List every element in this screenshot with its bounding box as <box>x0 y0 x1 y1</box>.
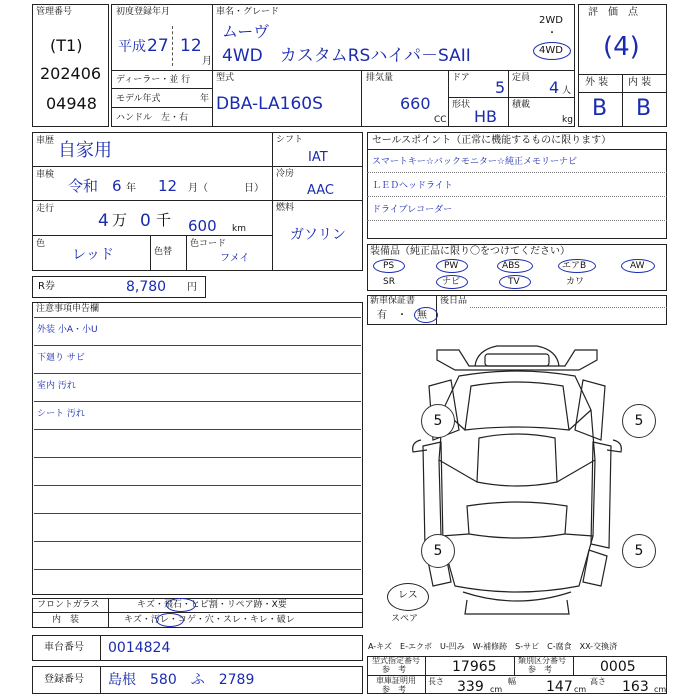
shift-value: IAT <box>308 150 328 165</box>
glass-text: キズ・飛石・ヒビ割・リペア跡・X要 <box>137 600 287 610</box>
model-year-label: モデル年式 <box>116 94 161 104</box>
sales-line-2: ＬＥＤヘッドライト <box>372 181 453 191</box>
kanri-value3: 04948 <box>46 94 97 113</box>
width-value: 147 <box>546 679 573 695</box>
shaken-label: 車検 <box>36 170 55 180</box>
rken-label: R券 <box>38 281 55 292</box>
soko-sen-unit: 千 <box>156 211 172 229</box>
nenryo-value: ガソリン <box>290 227 346 243</box>
drive-2wd: 2WD <box>539 15 563 26</box>
length-value: 339 <box>457 679 484 695</box>
handle-label: ハンドル 左・右 <box>116 113 189 123</box>
notes-box <box>32 302 363 595</box>
shodo-month: 12 <box>180 36 202 56</box>
color-value: レッド <box>72 247 114 263</box>
shaken-day-unit: 日） <box>244 183 264 194</box>
height-unit: cm <box>654 685 667 694</box>
haiki-label: 排気量 <box>366 73 394 83</box>
keijo-value: HB <box>474 107 498 126</box>
reibou-value: AAC <box>307 183 334 198</box>
hyoka-value: (4) <box>603 32 640 62</box>
colorcode-label: 色コード <box>190 239 227 249</box>
door-value: 5 <box>495 78 506 97</box>
hiseki-circle <box>166 598 196 612</box>
height-value: 163 <box>622 679 649 695</box>
ato-label: 後日品 <box>440 296 468 306</box>
kanri-value1: (T1) <box>50 36 83 55</box>
shaken-era: 令和 <box>68 177 99 195</box>
soko-man-unit: 万 <box>112 211 128 229</box>
soko-km: km <box>232 224 246 234</box>
soko-sen: 0 <box>140 211 151 231</box>
shaken-month-unit: 月（ <box>188 183 208 194</box>
chassis-label: 車台番号 <box>44 642 84 653</box>
category-value: 0005 <box>600 659 636 675</box>
sales-line-3: ドライブレコーダー <box>372 205 453 215</box>
shaken-year: 6 <box>112 177 122 195</box>
color-label: 色 <box>36 239 46 249</box>
kanri-value2: 202406 <box>40 64 102 83</box>
equip-aw: AW <box>630 261 645 271</box>
equip-kawa: カワ <box>566 277 585 287</box>
shareki-value: 自家用 <box>58 140 112 161</box>
haiki-value: 660 <box>400 94 431 113</box>
reg-label: 登録番号 <box>44 674 84 685</box>
width-unit: cm <box>574 685 587 694</box>
warranty-nashi-circle <box>414 307 438 323</box>
colorcode-value: フメイ <box>220 253 250 264</box>
chassis-value: 0014824 <box>108 640 171 656</box>
notes-line-2: 下廻り サビ <box>37 353 85 363</box>
notes-line-4: シート 汚れ <box>37 409 85 419</box>
height-label: 高さ <box>590 677 606 686</box>
teiin-unit: 人 <box>562 86 572 96</box>
naiso-label: 内 装 <box>628 77 652 88</box>
spare-label: スペア <box>391 614 419 624</box>
warranty-label: 新車保証書 <box>370 296 416 306</box>
interior-label: 内 装 <box>52 615 80 625</box>
gaiso-label: 外 装 <box>585 77 609 88</box>
model-spec-value: 17965 <box>452 659 497 675</box>
length-label: 長さ <box>428 677 444 686</box>
shodo-era: 平成 <box>118 39 146 55</box>
width-label: 幅 <box>508 677 516 686</box>
reg-value: 島根 580 ふ 2789 <box>108 672 255 688</box>
sales-line-1: スマートキー☆バックモニター☆純正メモリーナビ <box>372 157 577 167</box>
shodo-year: 27 <box>147 36 169 56</box>
model-year-unit: 年 <box>200 94 210 104</box>
rken-value: 8,780 <box>126 279 167 295</box>
car-grade: 4WD カスタムRSハイパ－SAII <box>222 46 471 66</box>
equip-navi: ナビ <box>442 277 461 287</box>
model-spec-label: 型式指定番号 <box>372 656 420 665</box>
teiin-label: 定員 <box>512 73 531 83</box>
equip-tv: TV <box>508 277 520 287</box>
drive-dot: ・ <box>547 28 557 39</box>
warranty-value: 有 ・ 無 <box>377 310 427 321</box>
teiin-value: 4 <box>549 78 560 97</box>
naiso-value: B <box>636 96 652 121</box>
spare-mark: レス <box>398 590 418 601</box>
glass-label: フロントガラス <box>37 600 100 610</box>
equip-airbag: エアB <box>562 261 587 271</box>
notes-line-1: 外装 小A・小U <box>37 325 98 335</box>
dealer-label: ディーラー・並 行 <box>116 75 191 85</box>
sales-title: セールスポイント（正常に機能するものに限ります） <box>372 135 612 146</box>
equip-pw: PW <box>444 261 459 271</box>
model-spec-sub: 参 考 <box>382 665 406 674</box>
shodo-label: 初度登録年月 <box>116 7 171 17</box>
hyoka-label: 評 価 点 <box>588 7 638 18</box>
sekisai-unit: kg <box>562 115 573 125</box>
drive-4wd: 4WD <box>539 45 563 56</box>
cert-label: 車庫証明用 <box>376 676 416 685</box>
irogae-label: 色替 <box>154 247 173 257</box>
yogore-circle <box>156 613 184 627</box>
damage-mark-fl: 5 <box>421 404 455 438</box>
keijo-label: 形状 <box>452 100 471 110</box>
damage-legend: A-キズ E-エクボ U-凹み W-補修跡 S-サビ C-腐食 XX-交換済 <box>368 642 618 651</box>
rken-box <box>32 276 206 298</box>
door-label: ドア <box>452 73 470 83</box>
kanri-label: 管理番号 <box>36 7 73 17</box>
sekisai-label: 積載 <box>512 100 531 110</box>
equip-ps: PS <box>383 261 395 271</box>
notes-title: 注意事項申告欄 <box>36 304 100 314</box>
rken-unit: 円 <box>187 282 197 293</box>
shareki-label: 車歴 <box>36 136 55 146</box>
soko-hyaku: 600 <box>188 217 217 235</box>
haiki-unit: CC <box>434 115 447 125</box>
equip-abs: ABS <box>502 261 520 271</box>
damage-mark-rr: 5 <box>622 534 656 568</box>
notes-line-3: 室内 汚れ <box>37 381 76 391</box>
equip-sr: SR <box>383 277 395 287</box>
soko-label: 走行 <box>36 204 55 214</box>
category-sub: 参 考 <box>528 665 552 674</box>
equipment-title: 装備品（純正品に限り〇をつけてください） <box>370 246 570 257</box>
damage-mark-fr: 5 <box>622 404 656 438</box>
shodo-month-unit: 月 <box>202 56 212 67</box>
reibou-label: 冷房 <box>276 169 295 179</box>
soko-man: 4 <box>98 211 109 231</box>
category-label: 類別区分番号 <box>518 656 566 665</box>
gaiso-value: B <box>592 96 608 121</box>
katashiki-label: 型式 <box>216 73 235 83</box>
shaken-year-unit: 年 <box>126 183 136 194</box>
damage-mark-rl: 5 <box>421 534 455 568</box>
katashiki-value: DBA-LA160S <box>216 94 323 114</box>
shift-label: シフト <box>276 135 304 145</box>
length-unit: cm <box>490 685 503 694</box>
shaken-month: 12 <box>158 177 178 195</box>
car-name: ムーヴ <box>222 22 270 41</box>
name-label: 車名・グレード <box>216 7 280 17</box>
cert-sub: 参 考 <box>382 685 406 694</box>
interior-text: キズ・汚レ・コゲ・穴・スレ・キレ・破レ <box>124 615 295 625</box>
nenryo-label: 燃料 <box>276 203 295 213</box>
